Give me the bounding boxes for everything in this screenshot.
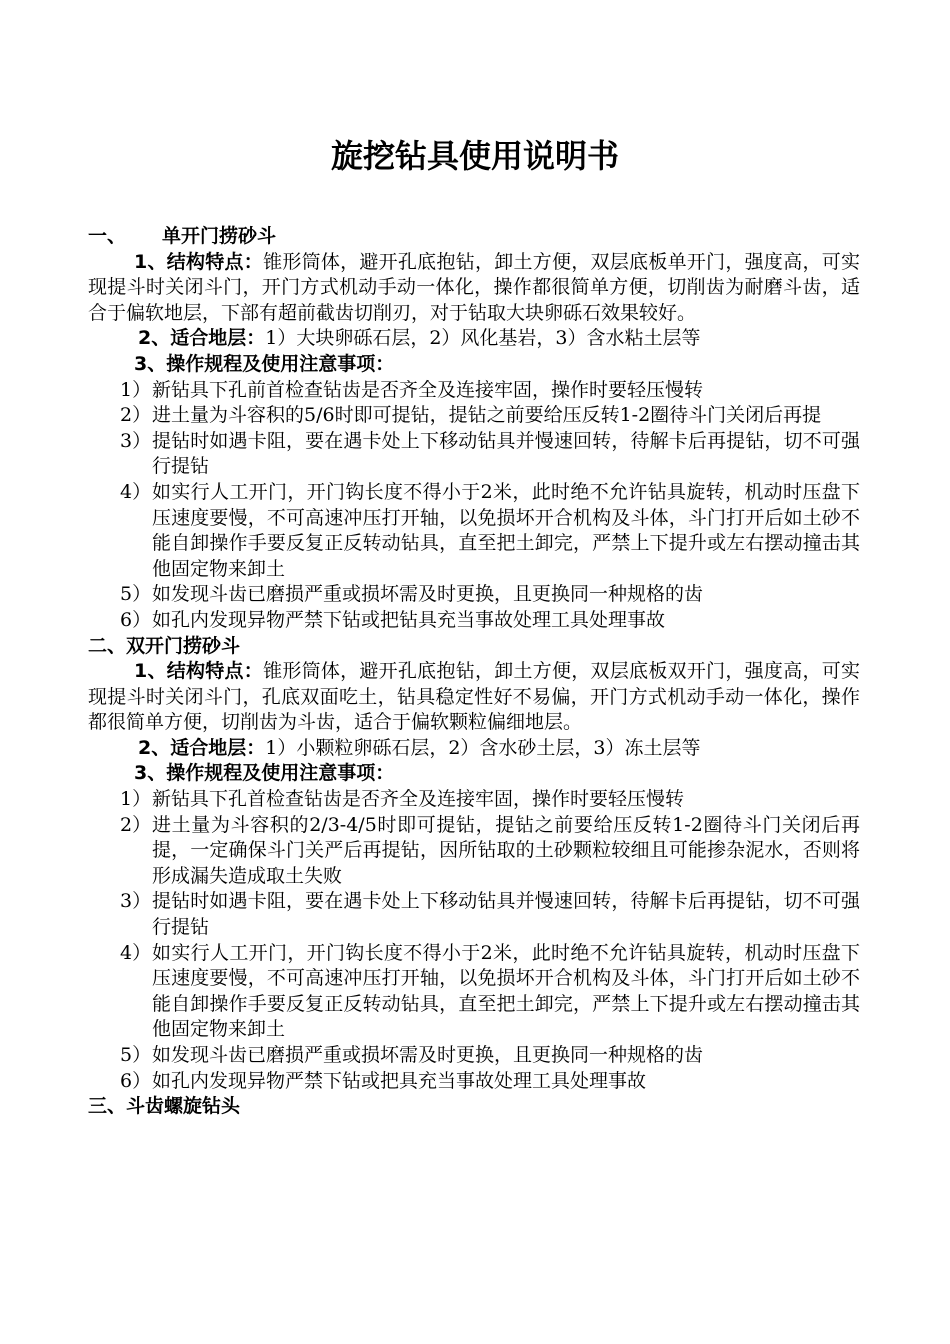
section-heading [88, 1094, 860, 1120]
ops-item: 5） 如发现斗齿已磨损严重或损坏需及时更换，且更换同一种规格的齿 [120, 583, 704, 606]
section-title: 单开门捞砂斗 [162, 225, 277, 247]
section-heading [88, 224, 860, 250]
section-title: 双开门捞砂斗 [126, 634, 241, 657]
ops-item: 1） 新钻具下孔前首检查钻齿是否齐全及连接牢固，操作时要轻压慢转 [120, 378, 704, 401]
document-title: 旋挖钻具使用说明书 [330, 137, 619, 175]
ops-item: 4） 如实行人工开门，开门钩长度不得小于2米，此时绝不允许钻具旋转，机动时压盘下压速度要慢，不可高速冲压打开轴，以免损坏开合机构及斗体，斗门打开后如土砂不能自卸操作手要反复正反转动钻具，直至把土卸完，严禁上下提升或左右摆动撞击其他固定物来卸土 [120, 941, 860, 1041]
section-number: 三、 [88, 1095, 127, 1118]
ops-heading: 3、操作规程及使用注意事项： [134, 762, 395, 785]
ops-heading: 3、操作规程及使用注意事项： [134, 352, 395, 375]
ops-item: 3） 提钻时如遇卡阻，要在遇卡处上下移动钻具并慢速回转，待解卡后再提钻，切不可强行提钻 [120, 429, 860, 478]
section-heading [88, 634, 860, 660]
document-body [88, 224, 860, 1120]
ops-item: 6） 如孔内发现异物严禁下钻或把具充当事故处理工具处理事故 [120, 1069, 647, 1092]
ops-item: 2） 进土量为斗容积的5/6时即可提钻，提钻之前要给压反转1-2圈待斗门关闭后再提 [120, 404, 822, 427]
ops-item: 2） 进土量为斗容积的2/3-4/5时即可提钻，提钻之前要给压反转1-2圈待斗门关闭后再提，一定确保斗门关严后再提钻，因所钻取的土砂颗粒较细且可能掺杂泥水，否则将形成漏失造成取土失败 [120, 813, 860, 887]
structure-paragraph [88, 250, 860, 327]
strata-line [88, 326, 860, 352]
structure-text: 锥形筒体，避开孔底抱钻，卸土方便，双层底板单开门，强度高，可实现提斗时关闭斗门，开门方式机动手动一体化，操作都很简单方便，切削齿为耐磨斗齿，适合于偏软地层，下部有超前截齿切削刃，对于钻取大块卵砾石效果较好。 [88, 250, 860, 324]
structure-lead: 1、结构特点： [134, 660, 264, 683]
structure-lead: 1、结构特点： [134, 250, 264, 273]
ops-item: 5） 如发现斗齿已磨损严重或损坏需及时更换，且更换同一种规格的齿 [120, 1044, 704, 1066]
strata-text: 1）小颗粒卵砾石层，2）含水砂土层，3）冻土层等 [265, 736, 701, 759]
strata-lead: 2、适合地层： [138, 327, 266, 350]
ops-item: 1） 新钻具下孔首检查钻齿是否齐全及连接牢固，操作时要轻压慢转 [120, 788, 685, 811]
section-number: 二、 [88, 634, 127, 657]
ops-item: 4） 如实行人工开门，开门钩长度不得小于2米，此时绝不允许钻具旋转，机动时压盘下压速度要慢，不可高速冲压打开轴，以免损坏开合机构及斗体，斗门打开后如土砂不能自卸操作手要反复正反转动钻具，直至把土卸完，严禁上下提升或左右摆动撞击其他固定物来卸土 [120, 480, 860, 580]
ops-item: 3） 提钻时如遇卡阻，要在遇卡处上下移动钻具并慢速回转，待解卡后再提钻，切不可强行提钻 [120, 890, 860, 939]
strata-text: 1）大块卵砾石层，2）风化基岩，3）含水粘土层等 [265, 327, 701, 350]
section-number: 一、 [88, 225, 127, 247]
structure-text: 锥形筒体，避开孔底抱钻，卸土方便，双层底板双开门，强度高，可实现提斗时关闭斗门，孔底双面吃土，钻具稳定性好不易偏，开门方式机动手动一体化，操作都很简单方便，切削齿为斗齿，适合于偏软颗粒偏细地层。 [88, 660, 860, 734]
structure-paragraph [88, 659, 860, 736]
section-title: 斗齿螺旋钻头 [126, 1095, 241, 1118]
strata-line [88, 736, 860, 762]
ops-item: 6） 如孔内发现异物严禁下钻或把钻具充当事故处理工具处理事故 [120, 608, 666, 631]
strata-lead: 2、适合地层： [138, 736, 266, 759]
